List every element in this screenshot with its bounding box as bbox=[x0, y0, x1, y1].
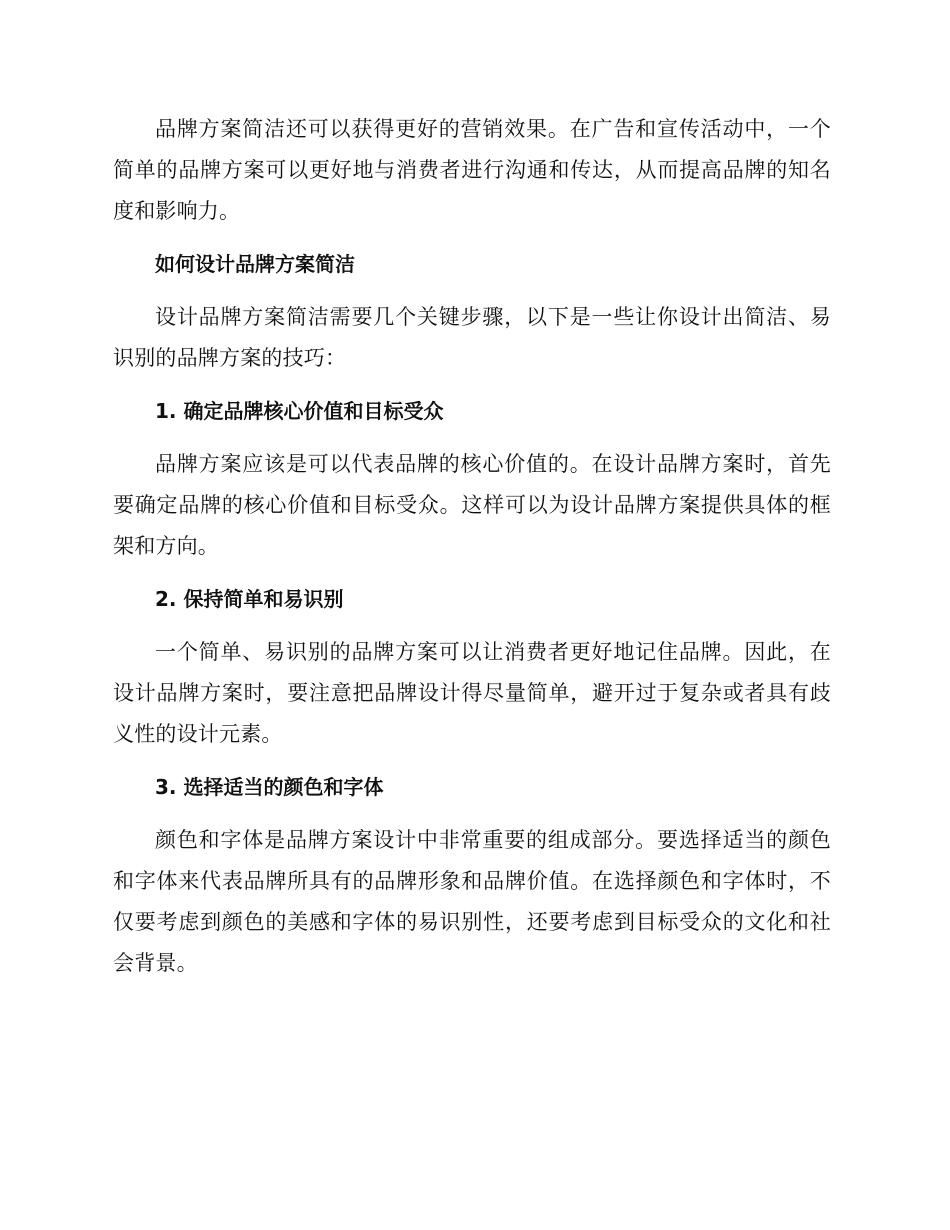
heading-step-1: 1. 确定品牌核心价值和目标受众 bbox=[155, 399, 444, 423]
spacer bbox=[113, 755, 831, 767]
spacer bbox=[113, 567, 831, 579]
heading-step-3: 3. 选择适当的颜色和字体 bbox=[155, 775, 384, 799]
heading-how-to-design: 如何设计品牌方案简洁 bbox=[155, 252, 355, 276]
paragraph-design-steps-intro: 设计品牌方案简洁需要几个关键步骤，以下是一些让你设计出简洁、易识别的品牌方案的技巧： bbox=[113, 305, 831, 370]
spacer bbox=[113, 432, 831, 444]
spacer bbox=[113, 808, 831, 820]
paragraph-step-3: 颜色和字体是品牌方案设计中非常重要的组成部分。要选择适当的颜色和字体来代表品牌所具有的品牌形象和品牌价值。在选择颜色和字体时，不仅要考虑到颜色的美感和字体的易识别性，还要考虑到目标受众的文化和社会背景。 bbox=[113, 828, 831, 975]
paragraph-step-2: 一个简单、易识别的品牌方案可以让消费者更好地记住品牌。因此，在设计品牌方案时，要注意把品牌设计得尽量简单，避开过于复杂或者具有歧义性的设计元素。 bbox=[113, 640, 831, 746]
paragraph-marketing-effect: 品牌方案简洁还可以获得更好的营销效果。在广告和宣传活动中，一个简单的品牌方案可以更好地与消费者进行沟通和传达，从而提高品牌的知名度和影响力。 bbox=[113, 117, 831, 223]
paragraph-step-1: 品牌方案应该是可以代表品牌的核心价值的。在设计品牌方案时，首先要确定品牌的核心价值和目标受众。这样可以为设计品牌方案提供具体的框架和方向。 bbox=[113, 452, 831, 558]
spacer bbox=[113, 379, 831, 391]
spacer bbox=[113, 285, 831, 297]
document-body bbox=[113, 109, 831, 984]
spacer bbox=[113, 620, 831, 632]
heading-step-2: 2. 保持简单和易识别 bbox=[155, 587, 344, 611]
spacer bbox=[113, 232, 831, 244]
